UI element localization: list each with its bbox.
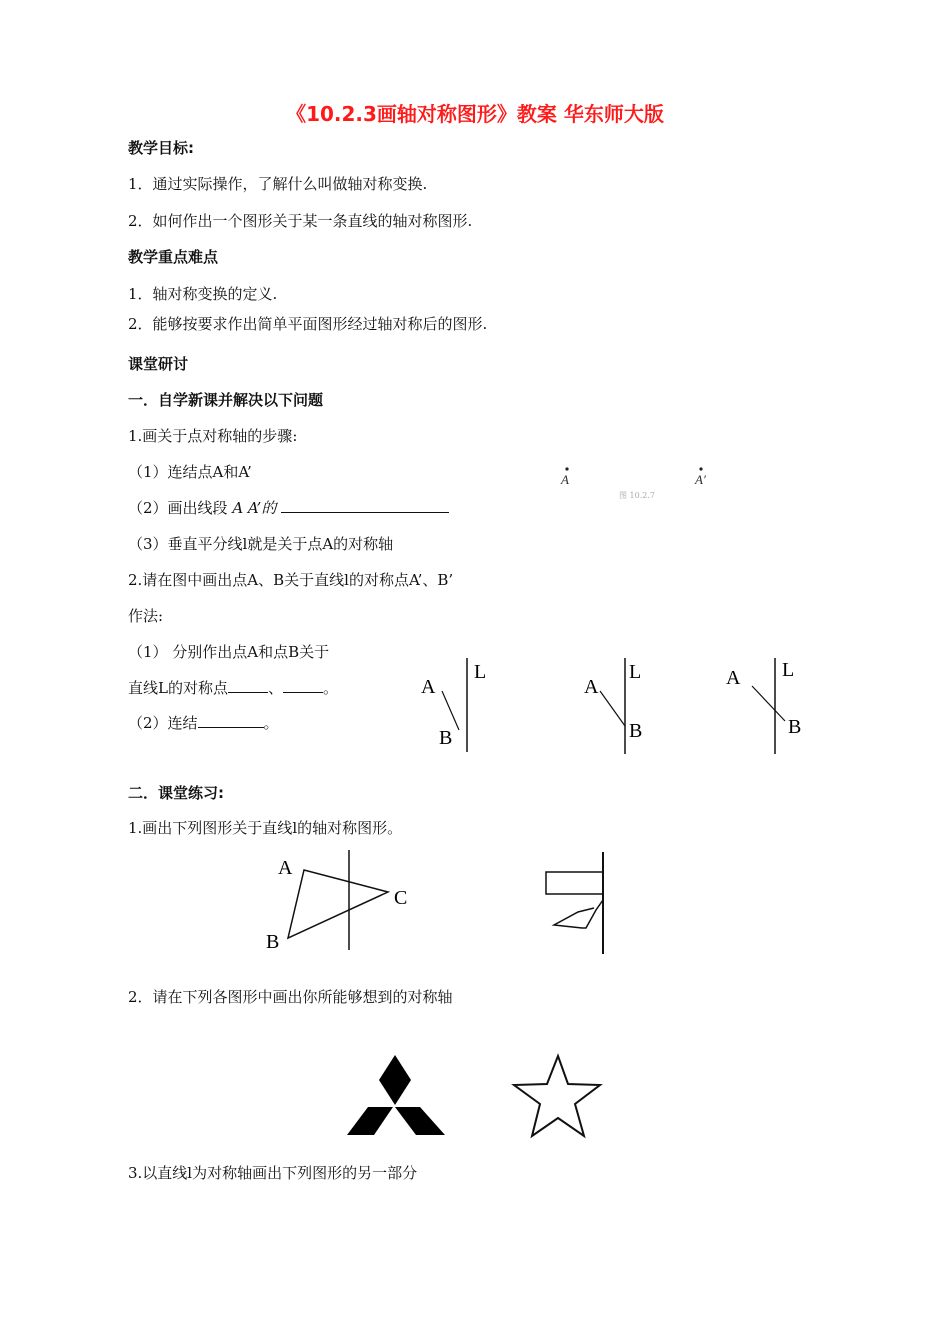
practice-2: 2．请在下列各图形中画出你所能够想到的对称轴 (128, 988, 453, 1006)
q2-step-1b-prefix: 直线L的对称点 (128, 679, 228, 697)
practice-1: 1.画出下列图形关于直线l的轴对称图形。 (128, 819, 403, 837)
q2-step-2-end: 。 (263, 714, 279, 732)
figure-caption: 图 10.2.7 (619, 491, 655, 500)
label-b: B (266, 931, 280, 953)
right-diamond (395, 1107, 445, 1135)
label-b: B (788, 716, 802, 738)
q2-separator: 、 (267, 679, 283, 697)
goal-2: 2．如何作出一个图形关于某一条直线的轴对称图形. (128, 212, 473, 230)
key-heading: 教学重点难点 (128, 248, 219, 266)
q2-method: 作法: (128, 607, 164, 625)
star-shape (514, 1056, 600, 1136)
label-a: A (726, 667, 741, 689)
part2-heading: 二．课堂练习: (128, 784, 224, 802)
point-a-prime-dot (699, 467, 702, 470)
key-2: 2．能够按要求作出简单平面图形经过轴对称后的图形. (128, 315, 488, 333)
point-a-label: A (561, 472, 569, 487)
segment-ab (752, 686, 785, 721)
left-diamond (347, 1107, 393, 1135)
q1-step-2-prefix: （2）画出线段 (128, 499, 228, 517)
line-figure-1 (415, 656, 495, 756)
label-a: A (278, 857, 293, 879)
top-diamond (379, 1055, 411, 1105)
q1-step-1: （1）连结点A和A’ (128, 463, 252, 481)
rectangle-part (546, 872, 603, 894)
answer-blank[interactable] (198, 713, 264, 728)
half-shape-figure (540, 850, 620, 956)
segment-ab (600, 691, 625, 726)
part1-heading: 一．自学新课并解决以下问题 (128, 391, 324, 409)
points-figure (555, 462, 725, 502)
segment-ab (442, 691, 459, 730)
label-a: A (421, 676, 436, 698)
key-1: 1．轴对称变换的定义. (128, 285, 278, 303)
triangle-abc (288, 870, 388, 938)
q1-step-2 (128, 498, 449, 518)
label-a: A (584, 676, 599, 698)
label-l: L (629, 661, 642, 683)
label-b: B (629, 720, 643, 742)
star-figure (510, 1052, 606, 1144)
label-c: C (394, 887, 408, 909)
q2-step-2-prefix: （2）连结 (128, 714, 198, 732)
point-a-dot (565, 467, 568, 470)
class-heading: 课堂研讨 (128, 355, 189, 373)
goal-1: 1．通过实际操作，了解什么叫做轴对称变换. (128, 175, 428, 193)
answer-blank[interactable] (228, 678, 268, 693)
label-l: L (474, 661, 487, 683)
triangle-figure (262, 850, 422, 955)
three-diamond-figure (345, 1055, 445, 1137)
answer-blank[interactable] (283, 678, 323, 693)
line-figure-2 (580, 656, 660, 756)
page-title: 《10.2.3画轴对称图形》教案 华东师大版 (286, 102, 664, 126)
line-figure-3 (720, 656, 810, 756)
answer-blank[interactable] (281, 498, 449, 513)
q2-step-2 (128, 713, 279, 733)
practice-3: 3.以直线l为对称轴画出下列图形的另一部分 (128, 1164, 418, 1182)
wedge-part (554, 900, 603, 928)
q1-step-2-segment: A A’的 (232, 499, 277, 517)
q2-end: 。 (322, 679, 338, 697)
q1-step-3: （3）垂直平分线l就是关于点A的对称轴 (128, 535, 394, 553)
q2-step-1: （1） 分别作出点A和点B关于 (128, 643, 330, 661)
q2-step-1b (128, 678, 338, 698)
goals-heading: 教学目标: (128, 139, 194, 157)
label-b: B (439, 727, 453, 749)
question-1: 1.画关于点对称轴的步骤: (128, 427, 298, 445)
label-l: L (782, 659, 795, 681)
question-2: 2.请在图中画出点A、B关于直线l的对称点A’、B’ (128, 571, 454, 589)
point-a-prime-label: A′ (695, 472, 706, 487)
